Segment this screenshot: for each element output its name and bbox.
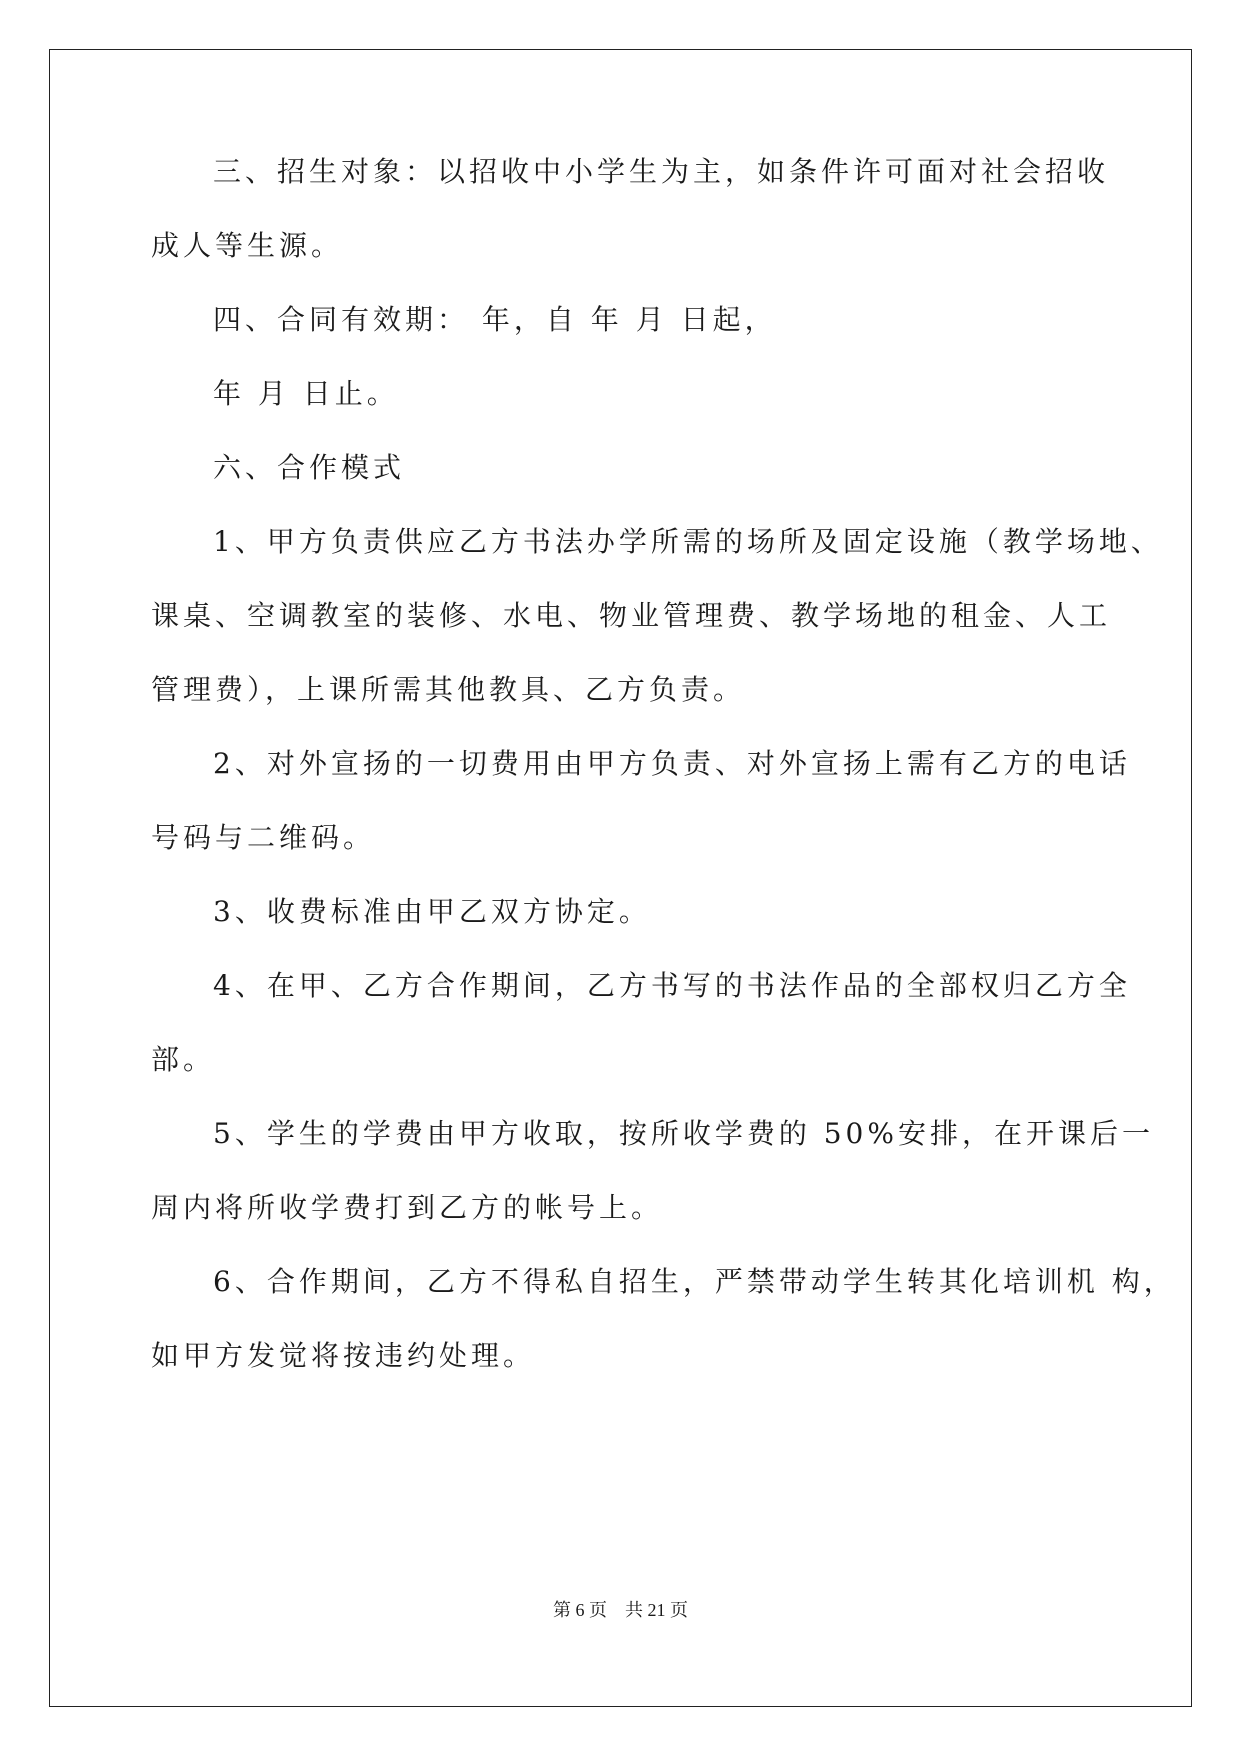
paragraph-line: 3、收费标准由甲乙双方协定。	[213, 895, 651, 928]
paragraph-line: 5、学生的学费由甲方收取，按所收学费的 50%安排，在开课后一	[213, 1117, 1154, 1150]
paragraph-line: 6、合作期间，乙方不得私自招生，严禁带动学生转其化培训机 构，	[213, 1265, 1176, 1298]
paragraph-line: 年 月 日止。	[213, 377, 399, 410]
paragraph-line: 四、合同有效期： 年，自 年 月 日起，	[213, 303, 777, 336]
paragraph-line: 成人等生源。	[151, 229, 344, 262]
paragraph-line: 三、招生对象：以招收中小学生为主，如条件许可面对社会招收	[213, 155, 1110, 188]
paragraph-line: 管理费），上课所需其他教具、乙方负责。	[151, 673, 746, 706]
section-heading: 六、合作模式	[213, 451, 406, 484]
paragraph-line: 2、对外宣扬的一切费用由甲方负责、对外宣扬上需有乙方的电话	[213, 747, 1131, 780]
paragraph-line: 1、甲方负责供应乙方书法办学所需的场所及固定设施（教学场地、	[213, 525, 1163, 558]
paragraph-line: 4、在甲、乙方合作期间，乙方书写的书法作品的全部权归乙方全	[213, 969, 1131, 1002]
paragraph-line: 号码与二维码。	[151, 821, 376, 854]
page-border	[49, 49, 1192, 1707]
paragraph-line: 部。	[151, 1043, 216, 1076]
paragraph-line: 如甲方发觉将按违约处理。	[151, 1339, 536, 1372]
paragraph-line: 课桌、空调教室的装修、水电、物业管理费、教学场地的租金、人工	[151, 599, 1112, 632]
paragraph-line: 周内将所收学费打到乙方的帐号上。	[151, 1191, 664, 1224]
page-number-footer: 第 6 页 共 21 页	[553, 1600, 688, 1620]
